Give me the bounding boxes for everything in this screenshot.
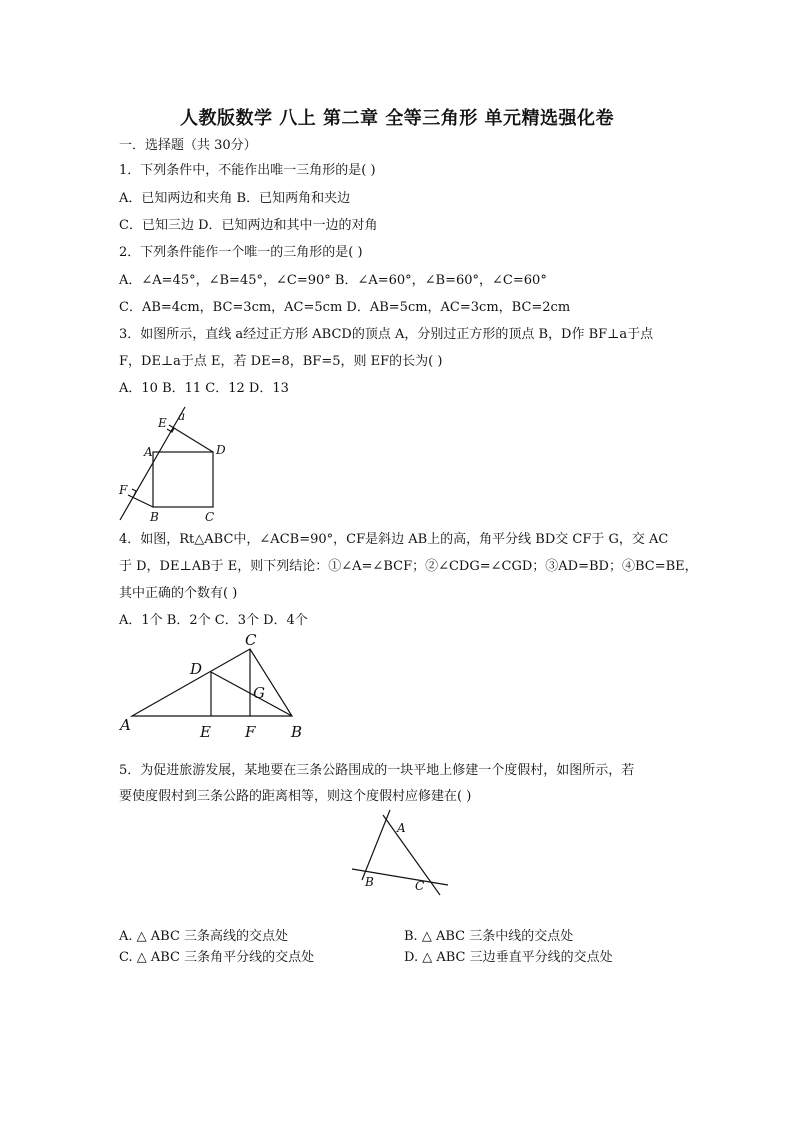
- q1-stem: 1．下列条件中，不能作出唯一三角形的是( ): [119, 163, 376, 178]
- label-e: E: [200, 723, 211, 741]
- q5-option-c: C. △ ABC 三条角平分线的交点处: [119, 950, 315, 965]
- q5-stem-line1: 5．为促进旅游发展，某地要在三条公路围成的一块平地上修建一个度假村，如图所示，若: [119, 763, 635, 778]
- label-d: D: [216, 443, 226, 457]
- q3-options: A．10 B．11 C．12 D．13: [119, 381, 289, 396]
- q2-options-ab: A．∠A=45°，∠B=45°，∠C=90° B．∠A=60°，∠B=60°，∠C=60°: [119, 273, 547, 288]
- q4-stem-line1: 4．如图，Rt△ABC中，∠ACB=90°，CF是斜边 AB上的高，角平分线 BD交 CF于 G，交 AC: [119, 532, 669, 547]
- q5-option-a: A. △ ABC 三条高线的交点处: [119, 929, 289, 944]
- q1-options-cd: C．已知三边 D．已知两边和其中一边的对角: [119, 218, 378, 233]
- label-a: A: [397, 821, 406, 835]
- label-g: G: [253, 684, 265, 702]
- label-b: B: [150, 510, 159, 524]
- label-b: B: [291, 723, 303, 741]
- q4-stem-line2: 于 D，DE⊥AB于 E，则下列结论：①∠A=∠BCF；②∠CDG=∠CGD；③AD=BD；④BC=BE，: [119, 559, 698, 574]
- q4-stem-line3: 其中正确的个数有( ): [119, 586, 238, 601]
- label-a: A: [144, 445, 153, 459]
- label-e: E: [158, 416, 167, 430]
- label-a-line: a: [178, 409, 186, 423]
- label-c: C: [205, 510, 215, 524]
- road-ac: [383, 815, 440, 895]
- label-c: C: [245, 631, 257, 649]
- section-heading: 一．选择题（共 30分）: [119, 138, 257, 153]
- q5-option-d: D. △ ABC 三边垂直平分线的交点处: [404, 950, 613, 965]
- q2-stem: 2．下列条件能作一个唯一的三角形的是( ): [119, 245, 363, 260]
- q2-options-cd: C．AB=4cm，BC=3cm，AC=5cm D．AB=5cm，AC=3cm，BC=2cm: [119, 300, 571, 315]
- label-d: D: [190, 660, 203, 678]
- label-f: F: [245, 723, 256, 741]
- document-title: 人教版数学 八上 第二章 全等三角形 单元精选强化卷: [179, 108, 615, 129]
- q4-options: A．1个 B．2个 C．3个 D．4个: [119, 613, 308, 628]
- q3-stem-line2: F，DE⊥a于点 E，若 DE=8，BF=5，则 EF的长为( ): [119, 354, 443, 369]
- road-ab: [362, 810, 390, 880]
- label-b: B: [365, 875, 374, 889]
- q5-stem-line2: 要使度假村到三条公路的距离相等，则这个度假村应修建在( ): [119, 789, 472, 804]
- q5-option-b: B. △ ABC 三条中线的交点处: [404, 929, 574, 944]
- q1-options-ab: A．已知两边和夹角 B．已知两角和夹边: [119, 191, 351, 206]
- label-f: F: [119, 483, 128, 497]
- q3-stem-line1: 3．如图所示，直线 a经过正方形 ABCD的顶点 A，分别过正方形的顶点 B，D作 BF⊥a于点: [119, 327, 654, 342]
- label-a: A: [120, 716, 131, 734]
- label-c: C: [415, 879, 425, 893]
